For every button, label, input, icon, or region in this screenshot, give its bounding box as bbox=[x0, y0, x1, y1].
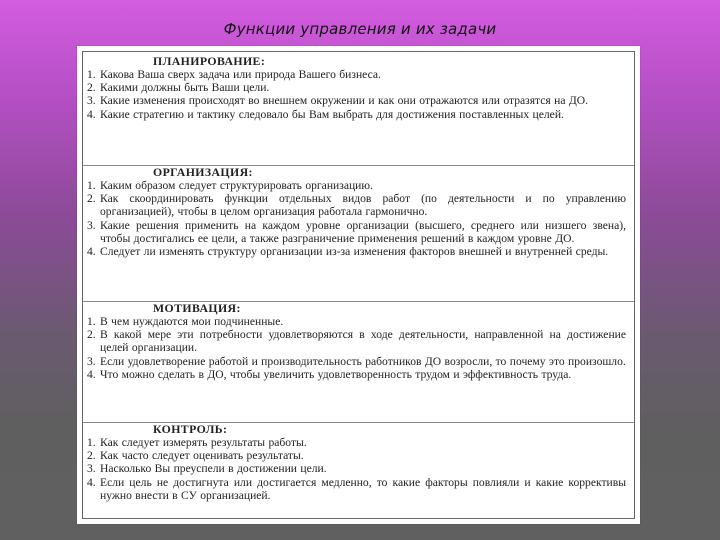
item-list bbox=[83, 436, 634, 502]
list-item: 4. Если цель не достигнута или достигается медленно, то какие факторы повлияли и какие коррективы нужно внести в СУ организацией. bbox=[87, 475, 626, 502]
list-item: 2. В какой мере эти потребности удовлетворяются в ходе деятельности, направленной на достижение целей организации. bbox=[87, 328, 626, 355]
list-item: 4. Следует ли изменять структуру организации из-за изменения факторов внешней и внутренней среды. bbox=[87, 245, 609, 259]
functions-table bbox=[82, 51, 635, 519]
list-item: 3. Насколько Вы преуспели в достижении цели. bbox=[87, 462, 327, 476]
item-text: Какими должны быть Ваши цели. bbox=[100, 81, 270, 95]
section-heading: МОТИВАЦИЯ: bbox=[153, 301, 241, 315]
item-text: Какие стратегию и тактику следовало бы Вам выбрать для достижения поставленных целей. bbox=[100, 107, 564, 121]
item-text: Какова Ваша сверх задача или природа Вашего бизнеса. bbox=[100, 68, 381, 81]
section-heading: КОНТРОЛЬ: bbox=[153, 422, 228, 436]
slide-title: Функции управления и их задачи bbox=[223, 20, 497, 38]
section-heading: ПЛАНИРОВАНИЕ: bbox=[153, 54, 266, 68]
item-text: В чем нуждаются мои подчиненные. bbox=[100, 315, 284, 328]
list-item: 2. Как часто следует оценивать результаты. bbox=[87, 449, 304, 463]
list-item: 3. Если удовлетворение работой и производительность работников ДО возросли, то почему это произошло. bbox=[87, 354, 626, 368]
document-page bbox=[77, 46, 640, 524]
item-text: Насколько Вы преуспели в достижении цели. bbox=[100, 462, 327, 476]
list-item: 3. Какие изменения происходят во внешнем окружении и как они отражаются или отразятся на ДО. bbox=[87, 94, 589, 108]
item-text: Как скоординировать функции отдельных видов работ (по деятельности и по управлению организацией), чтобы в целом организация работала гармонично. bbox=[100, 192, 626, 219]
list-item: 4. Что можно сделать в ДО, чтобы увеличить удовлетворенность трудом и эффективность труда. bbox=[87, 367, 572, 381]
item-text: Если цель не достигнута или достигается медленно, то какие факторы повлияли и какие коррективы нужно внести в СУ организацией. bbox=[100, 475, 626, 502]
item-list bbox=[83, 179, 634, 258]
item-text: Какие решения применить на каждом уровне организации (высшего, среднего или низшего звена), чтобы достигались ее цели, а также разграничение применения решений в каждом уровне ДО. bbox=[100, 218, 626, 245]
item-text: Следует ли изменять структуру организации из-за изменения факторов внешней и внутренней среды. bbox=[100, 245, 609, 259]
item-text: Какие изменения происходят во внешнем окружении и как они отражаются или отразятся на ДО. bbox=[100, 94, 589, 108]
section-organization bbox=[83, 165, 634, 258]
list-item: 2. Какими должны быть Ваши цели. bbox=[87, 81, 270, 95]
list-item: 3. Какие решения применить на каждом уровне организации (высшего, среднего или низшего звена), чтобы достигались ее цели, а также разграничение применения решений в каждом уровне ДО. bbox=[87, 218, 626, 245]
list-item: 1. Какова Ваша сверх задача или природа Вашего бизнеса. bbox=[87, 68, 381, 81]
section-heading: ОРГАНИЗАЦИЯ: bbox=[153, 165, 253, 179]
section-control bbox=[83, 422, 634, 502]
item-list bbox=[83, 68, 634, 121]
section-planning bbox=[83, 55, 634, 121]
item-text: Как следует измерять результаты работы. bbox=[100, 436, 307, 449]
list-item: 4. Какие стратегию и тактику следовало бы Вам выбрать для достижения поставленных целей. bbox=[87, 107, 564, 121]
list-item: 1. Как следует измерять результаты работы. bbox=[87, 436, 307, 449]
item-list bbox=[83, 315, 634, 381]
item-text: В какой мере эти потребности удовлетворяются в ходе деятельности, направленной на достижение целей организации. bbox=[100, 328, 626, 355]
item-text: Как часто следует оценивать результаты. bbox=[100, 449, 304, 463]
item-text: Каким образом следует структурировать организацию. bbox=[100, 179, 373, 192]
list-item: 2. Как скоординировать функции отдельных видов работ (по деятельности и по управлению организацией), чтобы в целом организация работала гармонично. bbox=[87, 192, 626, 219]
section-motivation bbox=[83, 301, 634, 381]
item-text: Что можно сделать в ДО, чтобы увеличить удовлетворенность трудом и эффективность труда. bbox=[100, 367, 572, 381]
list-item: 1. Каким образом следует структурировать организацию. bbox=[87, 179, 373, 192]
item-text: Если удовлетворение работой и производительность работников ДО возросли, то почему это произошло. bbox=[100, 354, 626, 368]
list-item: 1. В чем нуждаются мои подчиненные. bbox=[87, 315, 284, 328]
